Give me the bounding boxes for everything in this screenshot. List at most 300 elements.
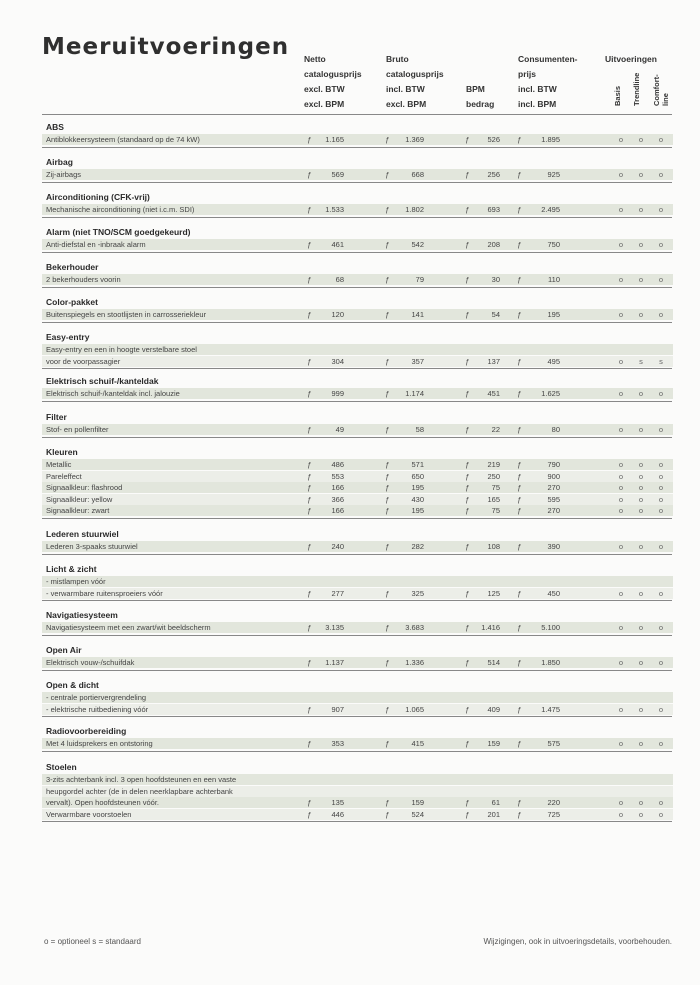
availability-comfortline: o [658,588,664,598]
currency-symbol: ƒ [307,460,312,469]
availability-trendline: o [638,310,644,319]
currency-symbol: ƒ [465,494,470,504]
currency-symbol: ƒ [465,356,470,366]
currency-symbol: ƒ [307,623,312,632]
option-row [42,274,673,285]
price-bruto: 542 [411,240,424,249]
price-cons: 450 [547,588,560,598]
option-row [42,471,673,482]
option-description: Zij-airbags [46,170,82,179]
header-bpm [466,82,494,112]
currency-symbol: ƒ [307,275,312,284]
option-description: 3-zits achterbank incl. 3 open hoofdsteunen en een vaste [46,775,237,784]
currency-symbol: ƒ [385,483,390,492]
option-row [42,704,673,715]
availability-basis: o [618,483,624,492]
availability-basis: o [618,506,624,515]
price-bpm: 108 [487,542,500,551]
price-bruto: 650 [411,471,424,481]
currency-symbol: ƒ [385,310,390,319]
currency-symbol: ƒ [465,310,470,319]
option-description: voor de voorpassagier [46,356,121,366]
option-group-title: Color-pakket [46,297,98,307]
availability-comfortline: o [658,506,664,515]
currency-symbol: ƒ [517,739,522,748]
currency-symbol: ƒ [307,425,312,434]
group-divider [42,252,672,253]
currency-symbol: ƒ [517,425,522,434]
availability-basis: o [618,275,624,284]
price-netto: 353 [331,739,344,748]
currency-symbol: ƒ [385,506,390,515]
currency-symbol: ƒ [307,205,312,214]
option-description: Antiblokkeersysteem (standaard op de 74 kW) [46,135,200,144]
currency-symbol: ƒ [517,471,522,481]
header-netto-line: catalogusprijs [304,69,362,79]
price-bpm: 75 [491,506,500,515]
currency-symbol: ƒ [517,658,522,667]
group-divider [42,217,672,218]
price-netto: 135 [331,798,344,807]
option-group-title: Lederen stuurwiel [46,529,119,539]
availability-trendline: o [638,798,644,807]
price-bruto: 415 [411,739,424,748]
price-netto: 166 [331,506,344,515]
price-bpm: 451 [487,389,500,398]
currency-symbol: ƒ [307,798,312,807]
option-row [42,505,673,516]
price-bpm: 208 [487,240,500,249]
group-divider [42,600,672,601]
availability-comfortline: o [658,471,664,481]
header-comfortline-2: line [661,93,670,106]
currency-symbol: ƒ [517,588,522,598]
currency-symbol: ƒ [307,310,312,319]
option-group-title: Easy-entry [46,332,90,342]
price-bpm: 514 [487,658,500,667]
price-bpm: 54 [491,310,500,319]
option-row [42,388,673,399]
option-group-title: ABS [46,122,64,132]
group-divider [42,635,672,636]
currency-symbol: ƒ [465,506,470,515]
header-consument-line: incl. BPM [518,99,557,109]
currency-symbol: ƒ [307,739,312,748]
option-row [42,494,673,505]
currency-symbol: ƒ [465,425,470,434]
group-divider [42,368,672,369]
option-row [42,774,673,785]
currency-symbol: ƒ [385,425,390,434]
currency-symbol: ƒ [517,275,522,284]
availability-basis: o [618,460,624,469]
header-netto-line: excl. BPM [304,99,345,109]
option-row [42,482,673,493]
price-cons: 5.100 [541,623,560,632]
availability-trendline: o [638,205,644,214]
availability-comfortline: o [658,205,664,214]
availability-comfortline: o [658,135,664,144]
price-cons: 270 [547,506,560,515]
availability-trendline: o [638,389,644,398]
header-bpm-line: bedrag [466,99,495,109]
price-cons: 790 [547,460,560,469]
group-divider [42,554,672,555]
availability-trendline: o [638,588,644,598]
availability-basis: o [618,310,624,319]
price-cons: 390 [547,542,560,551]
price-bruto: 571 [411,460,424,469]
option-group-title: Open & dicht [46,680,99,690]
option-description: Met 4 luidsprekers en ontstoring [46,739,153,748]
currency-symbol: ƒ [385,240,390,249]
currency-symbol: ƒ [517,389,522,398]
price-netto: 1.533 [325,205,344,214]
currency-symbol: ƒ [465,798,470,807]
price-bpm: 409 [487,704,500,714]
availability-trendline: o [638,240,644,249]
currency-symbol: ƒ [517,483,522,492]
currency-symbol: ƒ [517,798,522,807]
option-description: Elektrisch vouw-/schuifdak [46,658,135,667]
option-description: - verwarmbare ruitensproeiers vóór [46,588,163,598]
option-row [42,622,673,633]
currency-symbol: ƒ [465,704,470,714]
currency-symbol: ƒ [465,389,470,398]
currency-symbol: ƒ [385,205,390,214]
availability-basis: o [618,658,624,667]
option-row [42,344,673,355]
availability-comfortline: o [658,170,664,179]
price-cons: 925 [547,170,560,179]
header-bruto-line: Bruto [386,54,409,64]
price-netto: 166 [331,483,344,492]
price-cons: 195 [547,310,560,319]
availability-basis: o [618,135,624,144]
currency-symbol: ƒ [307,471,312,481]
price-netto: 277 [331,588,344,598]
currency-symbol: ƒ [307,658,312,667]
header-consument-line: incl. BTW [518,84,557,94]
availability-basis: o [618,704,624,714]
availability-trendline: s [639,356,643,366]
currency-symbol: ƒ [517,494,522,504]
currency-symbol: ƒ [517,460,522,469]
header-comfortline-1: Comfort- [652,74,661,106]
price-cons: 270 [547,483,560,492]
price-netto: 366 [331,494,344,504]
availability-trendline: o [638,739,644,748]
price-netto: 907 [331,704,344,714]
header-consument [518,52,578,112]
price-netto: 486 [331,460,344,469]
price-bpm: 250 [487,471,500,481]
currency-symbol: ƒ [465,205,470,214]
availability-comfortline: o [658,240,664,249]
currency-symbol: ƒ [465,170,470,179]
header-bruto-line: catalogusprijs [386,69,444,79]
price-netto: 461 [331,240,344,249]
option-description: Verwarmbare voorstoelen [46,809,132,819]
currency-symbol: ƒ [307,356,312,366]
price-bpm: 61 [491,798,500,807]
currency-symbol: ƒ [385,275,390,284]
option-description: Metallic [46,460,72,469]
option-group-title: Licht & zicht [46,564,97,574]
option-description: heupgordel achter (de in delen neerklapbare achterbank [46,786,233,796]
header-bruto-line: incl. BTW [386,84,425,94]
price-bruto: 325 [411,588,424,598]
option-description: Stof- en pollenfilter [46,425,109,434]
price-bpm: 256 [487,170,500,179]
price-bruto: 282 [411,542,424,551]
option-description: 2 bekerhouders voorin [46,275,121,284]
price-bruto: 195 [411,506,424,515]
price-cons: 1.625 [541,389,560,398]
option-group-title: Elektrisch schuif-/kanteldak [46,376,159,386]
group-divider [42,401,672,402]
currency-symbol: ƒ [517,310,522,319]
availability-trendline: o [638,542,644,551]
option-group-title: Radiovoorbereiding [46,726,127,736]
price-bpm: 526 [487,135,500,144]
currency-symbol: ƒ [465,275,470,284]
currency-symbol: ƒ [465,542,470,551]
price-bruto: 58 [415,425,424,434]
price-netto: 68 [335,275,344,284]
availability-trendline: o [638,483,644,492]
group-divider [42,287,672,288]
option-row [42,169,673,180]
group-divider [42,716,672,717]
group-divider [42,821,672,822]
option-description: Signaalkleur: flashrood [46,483,123,492]
price-netto: 553 [331,471,344,481]
currency-symbol: ƒ [307,542,312,551]
currency-symbol: ƒ [517,170,522,179]
currency-symbol: ƒ [307,588,312,598]
availability-trendline: o [638,135,644,144]
currency-symbol: ƒ [385,588,390,598]
availability-trendline: o [638,809,644,819]
currency-symbol: ƒ [517,356,522,366]
currency-symbol: ƒ [385,809,390,819]
availability-comfortline: o [658,389,664,398]
price-bruto: 430 [411,494,424,504]
availability-comfortline: o [658,483,664,492]
price-bruto: 195 [411,483,424,492]
header-netto-line: excl. BTW [304,84,345,94]
price-cons: 220 [547,798,560,807]
group-divider [42,670,672,671]
currency-symbol: ƒ [385,704,390,714]
option-row [42,576,673,587]
option-group-title: Open Air [46,645,82,655]
currency-symbol: ƒ [385,658,390,667]
option-group-title: Bekerhouder [46,262,99,272]
currency-symbol: ƒ [517,809,522,819]
currency-symbol: ƒ [307,135,312,144]
option-row [42,692,673,703]
price-bruto: 357 [411,356,424,366]
currency-symbol: ƒ [385,471,390,481]
currency-symbol: ƒ [385,798,390,807]
price-netto: 240 [331,542,344,551]
price-cons: 1.895 [541,135,560,144]
option-row [42,356,673,367]
header-consument-line: prijs [518,69,536,79]
availability-trendline: o [638,170,644,179]
currency-symbol: ƒ [465,739,470,748]
currency-symbol: ƒ [517,506,522,515]
header-uitvoeringen-label: Uitvoeringen [605,54,657,64]
price-bruto: 159 [411,798,424,807]
group-divider [42,147,672,148]
currency-symbol: ƒ [385,623,390,632]
option-description: Pareleffect [46,471,82,481]
currency-symbol: ƒ [307,704,312,714]
page-title: Meeruitvoeringen [42,34,290,60]
price-cons: 750 [547,240,560,249]
price-bruto: 1.336 [405,658,424,667]
option-row [42,738,673,749]
currency-symbol: ƒ [307,240,312,249]
price-netto: 3.135 [325,623,344,632]
header-bruto-line: excl. BPM [386,99,427,109]
option-row [42,459,673,470]
price-netto: 569 [331,170,344,179]
availability-trendline: o [638,460,644,469]
currency-symbol: ƒ [517,704,522,714]
currency-symbol: ƒ [307,506,312,515]
currency-symbol: ƒ [517,542,522,551]
price-cons: 900 [547,471,560,481]
header-basis: Basis [613,85,622,106]
availability-comfortline: s [659,356,663,366]
availability-basis: o [618,809,624,819]
price-bruto: 141 [411,310,424,319]
price-cons: 575 [547,739,560,748]
availability-basis: o [618,623,624,632]
header-netto [304,52,362,112]
disclaimer: Wijzigingen, ook in uitvoeringsdetails, voorbehouden. [483,937,672,946]
header-divider [42,114,672,115]
currency-symbol: ƒ [517,135,522,144]
availability-trendline: o [638,704,644,714]
price-netto: 304 [331,356,344,366]
option-row [42,204,673,215]
availability-trendline: o [638,471,644,481]
currency-symbol: ƒ [307,170,312,179]
header-consument-line: Consumenten- [518,54,578,64]
option-group-title: Airbag [46,157,73,167]
option-row [42,797,673,808]
availability-trendline: o [638,506,644,515]
availability-comfortline: o [658,425,664,434]
currency-symbol: ƒ [465,483,470,492]
availability-comfortline: o [658,704,664,714]
availability-comfortline: o [658,739,664,748]
option-description: Lederen 3-spaaks stuurwiel [46,542,138,551]
price-bruto: 1.065 [405,704,424,714]
availability-comfortline: o [658,798,664,807]
option-description: - mistlampen vóór [46,577,106,586]
price-bruto: 1.369 [405,135,424,144]
option-group-title: Navigatiesysteem [46,610,118,620]
option-description: Signaalkleur: zwart [46,506,110,515]
availability-basis: o [618,798,624,807]
option-row [42,541,673,552]
legend: o = optioneel s = standaard [44,937,141,946]
option-row [42,657,673,668]
availability-trendline: o [638,275,644,284]
price-netto: 120 [331,310,344,319]
price-netto: 1.165 [325,135,344,144]
currency-symbol: ƒ [385,460,390,469]
availability-basis: o [618,240,624,249]
price-bpm: 22 [491,425,500,434]
currency-symbol: ƒ [465,135,470,144]
option-group-title: Kleuren [46,447,78,457]
availability-comfortline: o [658,809,664,819]
header-netto-line: Netto [304,54,326,64]
availability-basis: o [618,471,624,481]
availability-basis: o [618,425,624,434]
option-group-title: Stoelen [46,762,77,772]
option-row [42,134,673,145]
group-divider [42,182,672,183]
availability-basis: o [618,739,624,748]
currency-symbol: ƒ [385,135,390,144]
group-divider [42,518,672,519]
option-row [42,239,673,250]
price-bpm: 1.416 [481,623,500,632]
option-group-title: Filter [46,412,67,422]
price-bruto: 1.802 [405,205,424,214]
option-description: Buitenspiegels en stootlijsten in carrosseriekleur [46,310,207,319]
option-row [42,809,673,820]
price-netto: 49 [335,425,344,434]
option-group-title: Airconditioning (CFK-vrij) [46,192,150,202]
currency-symbol: ƒ [385,389,390,398]
header-bpm-line: BPM [466,84,485,94]
header-uitvoeringen [605,52,657,67]
option-description: Anti-diefstal en -inbraak alarm [46,240,146,249]
option-description: Easy-entry en een in hoogte verstelbare stoel [46,345,197,354]
price-netto: 1.137 [325,658,344,667]
price-bruto: 1.174 [405,389,424,398]
currency-symbol: ƒ [385,356,390,366]
price-bpm: 159 [487,739,500,748]
currency-symbol: ƒ [307,494,312,504]
availability-basis: o [618,542,624,551]
availability-basis: o [618,494,624,504]
availability-comfortline: o [658,542,664,551]
currency-symbol: ƒ [517,205,522,214]
currency-symbol: ƒ [307,389,312,398]
currency-symbol: ƒ [465,623,470,632]
price-bruto: 668 [411,170,424,179]
price-bpm: 137 [487,356,500,366]
currency-symbol: ƒ [517,240,522,249]
availability-comfortline: o [658,275,664,284]
group-divider [42,751,672,752]
currency-symbol: ƒ [385,170,390,179]
currency-symbol: ƒ [465,460,470,469]
availability-trendline: o [638,494,644,504]
price-cons: 80 [551,425,560,434]
price-cons: 725 [547,809,560,819]
